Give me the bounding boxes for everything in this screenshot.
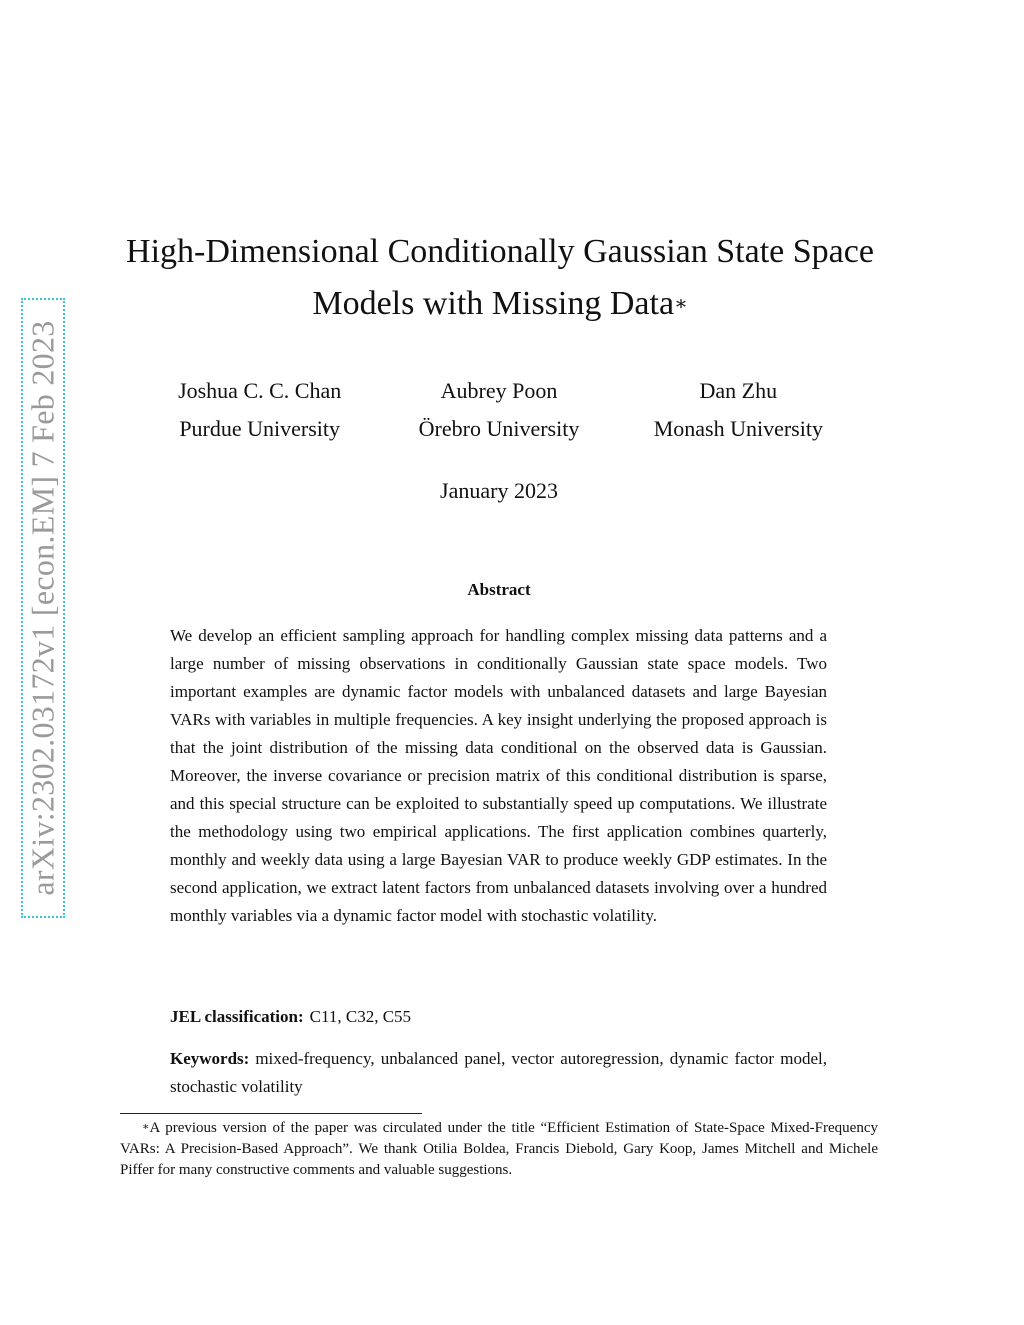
keywords-value: mixed-frequency, unbalanced panel, vector autoregression, dynamic factor model, stochastic volatility bbox=[170, 1049, 827, 1096]
abstract-heading: Abstract bbox=[467, 580, 531, 599]
author-name: Dan Zhu bbox=[699, 378, 778, 403]
keywords bbox=[170, 1045, 827, 1101]
footnote-divider bbox=[120, 1113, 422, 1114]
author-affiliation: Örebro University bbox=[418, 416, 580, 441]
arxiv-stamp bbox=[21, 298, 65, 918]
author-block bbox=[619, 372, 858, 448]
arxiv-identifier: arXiv:2302.03172v1 [econ.EM] 7 Feb 2023 bbox=[24, 320, 61, 896]
publication-date: January 2023 bbox=[440, 478, 558, 503]
author-name: Joshua C. C. Chan bbox=[178, 378, 342, 403]
title-footnote-marker: ∗ bbox=[674, 293, 688, 315]
footnote-marker: ∗ bbox=[142, 1121, 150, 1133]
author-list bbox=[140, 372, 858, 448]
title-line-2 bbox=[100, 278, 900, 330]
jel-label: JEL classification: bbox=[170, 1007, 304, 1026]
footnote bbox=[120, 1118, 878, 1181]
abstract-body: We develop an efficient sampling approach for handling complex missing data patterns and a large number of missing observations in conditionally Gaussian state space models. Two important examples are dynamic factor models with unbalanced datasets and large Bayesian VARs with variables in multiple frequencies. A key insight underlying the proposed approach is that the joint distribution of the missing data conditional on the observed data is Gaussian. Moreover, the inverse covariance or precision matrix of this conditional distribution is sparse, and this special structure can be exploited to substantially speed up computations. We illustrate the methodology using two empirical applications. The first application combines quarterly, monthly and weekly data using a large Bayesian VAR to produce weekly GDP estimates. In the second application, we extract latent factors from unbalanced datasets involving over a hundred monthly variables via a dynamic factor model with stochastic volatility. bbox=[170, 626, 827, 925]
author-name: Aubrey Poon bbox=[440, 378, 558, 403]
jel-classification bbox=[170, 1003, 827, 1031]
jel-value: C11, C32, C55 bbox=[309, 1007, 412, 1026]
author-block bbox=[379, 372, 618, 448]
keywords-label: Keywords: bbox=[170, 1049, 250, 1068]
title-line-1: High-Dimensional Conditionally Gaussian State Space bbox=[126, 233, 874, 270]
paper-title bbox=[100, 226, 900, 330]
author-affiliation: Monash University bbox=[653, 416, 823, 441]
title-line-2-text: Models with Missing Data bbox=[312, 285, 675, 322]
author-block bbox=[140, 372, 379, 448]
footnote-text: A previous version of the paper was circulated under the title “Efficient Estimation of State-Space Mixed-Frequency VARs: A Precision-Based Approach”. We thank Otilia Boldea, Francis Diebold, Gary Koop, James Mitchell and Michele Piffer for many constructive comments and valuable suggestions. bbox=[120, 1120, 878, 1178]
author-affiliation: Purdue University bbox=[179, 416, 341, 441]
